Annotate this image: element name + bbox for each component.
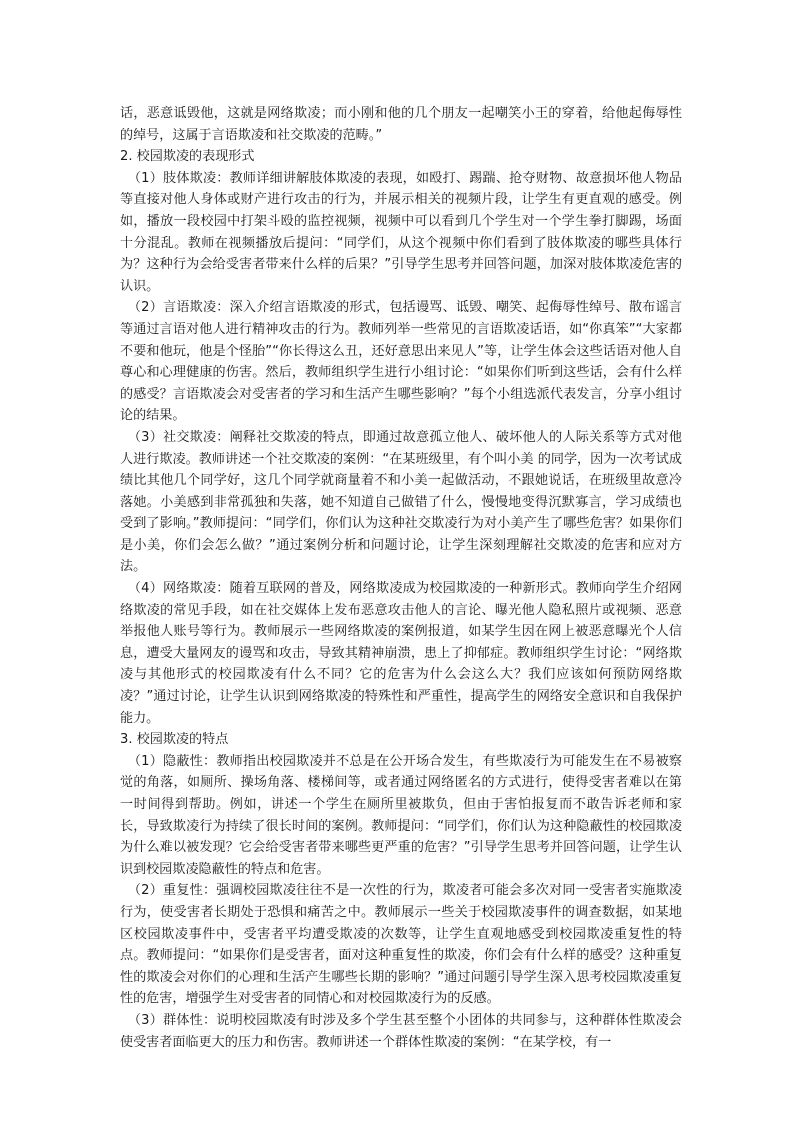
- body-paragraph: （1）隐蔽性：教师指出校园欺凌并不总是在公开场合发生，有些欺凌行为可能发生在不易被察觉的角落，如厕所、操场角落、楼梯间等，或者通过网络匿名的方式进行，使得受害者难以在第一时间得到帮助。例如，讲述一个学生在厕所里被欺负，但由于害怕报复而不敢告诉老师和家长，导致欺凌行为持续了很长时间的案例。教师提问：“同学们，你们认为这种隐蔽性的校园欺凌为什么难以被发现？它会给受害者带来哪些更严重的危害？”引导学生思考并回答问题，让学生认识到校园欺凌隐蔽性的特点和危害。: [120, 753, 682, 877]
- body-paragraph: （3）群体性：说明校园欺凌有时涉及多个学生甚至整个小团体的共同参与，这种群体性欺凌会使受害者面临更大的压力和伤害。教师讲述一个群体性欺凌的案例：“在某学校，有一: [120, 1012, 682, 1050]
- body-paragraph: （3）社交欺凌：阐释社交欺凌的特点，即通过故意孤立他人、破坏他人的人际关系等方式对他人进行欺凌。教师讲述一个社交欺凌的案例：“在某班级里，有个叫小美 的同学，因为一次考试成绩比其他几个同学好，这几个同学就商量着不和小美一起做活动，不跟她说话，在班级里故意冷落她。小美感到非常孤独和失落，她不知道自己做错了什么，慢慢地变得沉默寡言，学习成绩也受到了影响。”教师提问：“同学们，你们认为这种社交欺凌行为对小美产生了哪些危害？如果你们是小美，你们会怎么做？”通过案例分析和问题讨论，让学生深刻理解社交欺凌的危害和应对方法。: [120, 429, 682, 575]
- section-heading: 3. 校园欺凌的特点: [120, 732, 229, 748]
- section-heading: 2. 校园欺凌的表现形式: [120, 149, 255, 165]
- body-paragraph: （2）重复性：强调校园欺凌往往不是一次性的行为，欺凌者可能会多次对同一受害者实施欺凌行为，使受害者长期处于恐惧和痛苦之中。教师展示一些关于校园欺凌事件的调查数据，如某地区校园欺凌事件中，受害者平均遭受欺凌的次数等，让学生直观地感受到校园欺凌重复性的特点。教师提问：“如果你们是受害者，面对这种重复性的欺凌，你们会有什么样的感受？这种重复性的欺凌会对你们的心理和生活产生哪些长期的影响？”通过问题引导学生深入思考校园欺凌重复性的危害，增强学生对受害者的同情心和对校园欺凌行为的反感。: [120, 883, 682, 1007]
- body-paragraph: （4）网络欺凌：随着互联网的普及，网络欺凌成为校园欺凌的一种新形式。教师向学生介绍网络欺凌的常见手段，如在社交媒体上发布恶意攻击他人的言论、曝光他人隐私照片或视频、恶意举报他人账号等行为。教师展示一些网络欺凌的案例报道，如某学生因在网上被恶意曝光个人信息，遭受大量网友的谩骂和攻击，导致其精神崩溃，患上了抑郁症。教师组织学生讨论：“网络欺凌与其他形式的校园欺凌有什么不同？它的危害为什么会这么大？我们应该如何预防网络欺凌？”通过讨论，让学生认识到网络欺凌的特殊性和严重性，提高学生的网络安全意识和自我保护能力。: [120, 581, 682, 726]
- body-paragraph: （1）肢体欺凌：教师详细讲解肢体欺凌的表现，如殴打、踢踹、抢夺财物、故意损坏他人物品等直接对他人身体或财产进行攻击的行为，并展示相关的视频片段，让学生有更直观的感受。例如，播放一段校园中打架斗殴的监控视频，视频中可以看到几个学生对一个学生拳打脚踢，场面十分混乱。教师在视频播放后提问：“同学们，从这个视频中你们看到了肢体欺凌的哪些具体行为？这种行为会给受害者带来什么样的后果？”引导学生思考并回答问题，加深对肢体欺凌危害的认识。: [120, 170, 682, 294]
- body-paragraph: 话，恶意诋毁他，这就是网络欺凌；而小刚和他的几个朋友一起嘲笑小王的穿着，给他起侮辱性的绰号，这属于言语欺凌和社交欺凌的范畴。”: [120, 106, 682, 143]
- document-page: [120, 103, 682, 1053]
- body-paragraph: （2）言语欺凌：深入介绍言语欺凌的形式，包括谩骂、诋毁、嘲笑、起侮辱性绰号、散布谣言等通过言语对他人进行精神攻击的行为。教师列举一些常见的言语欺凌话语，如“你真笨”“大家都不要和他玩，他是个怪胎”“你长得这么丑，还好意思出来见人”等，让学生体会这些话语对他人自尊心和心理健康的伤害。然后，教师组织学生进行小组讨论：“如果你们听到这些话，会有什么样的感受？言语欺凌会对受害者的学习和生活产生哪些影响？”每个小组选派代表发言，分享小组讨论的结果。: [120, 300, 682, 424]
